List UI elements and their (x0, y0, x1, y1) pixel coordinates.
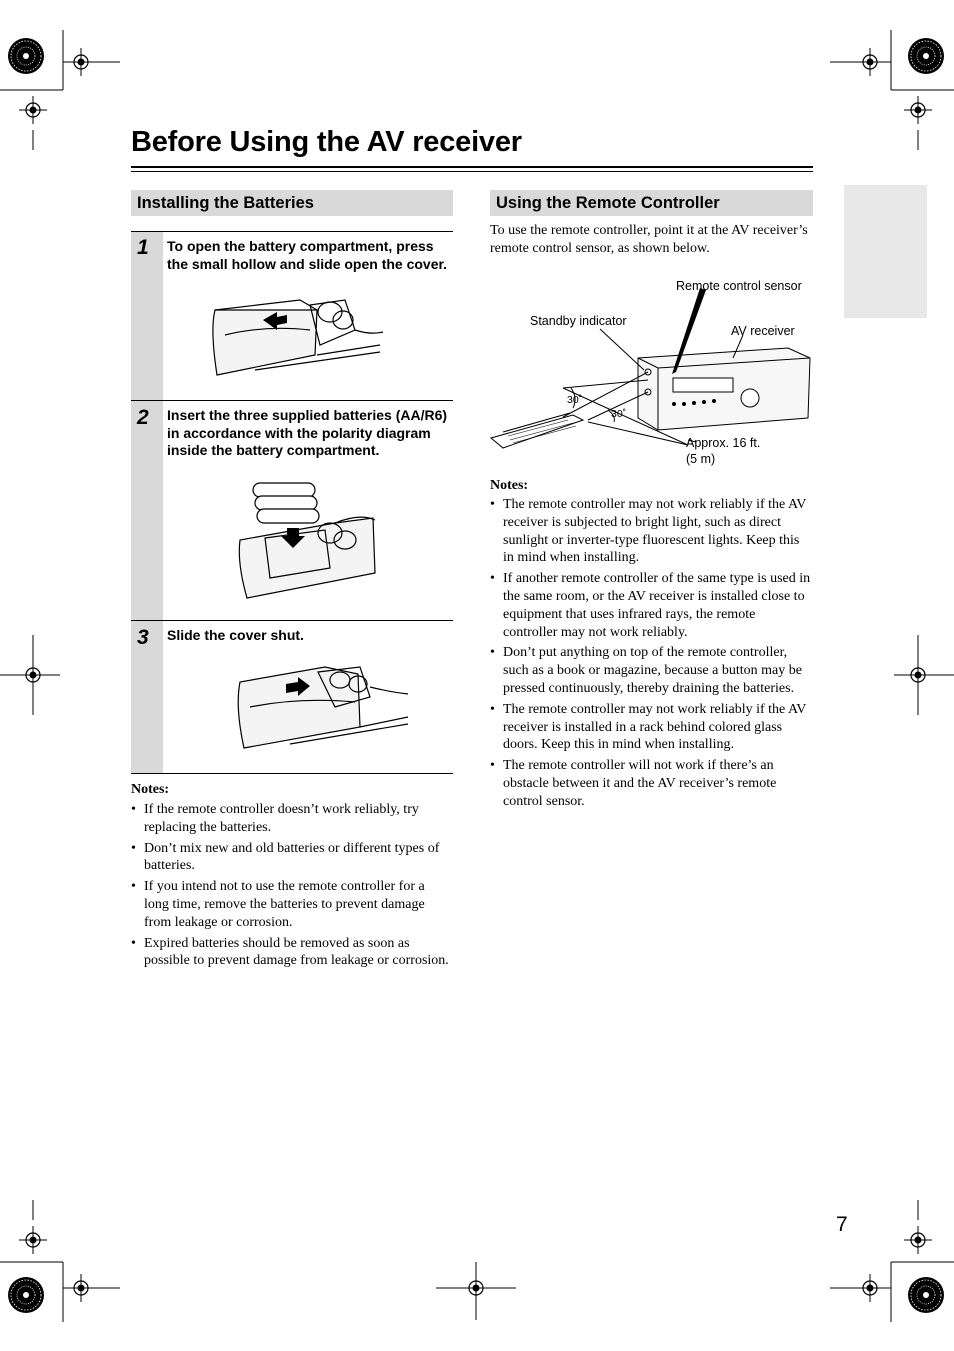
side-tab (844, 185, 927, 318)
step-divider (131, 400, 453, 401)
distance-label: Approx. 16 ft. (686, 436, 761, 450)
step-number: 2 (137, 406, 149, 429)
batteries-note: • If you intend not to use the remote controller for a long time, remove the batteries to prevent damage from leakage or corrosion. (131, 878, 453, 931)
insert-batteries-illustration (235, 478, 380, 603)
step-divider (131, 231, 453, 232)
page-number: 7 (836, 1213, 848, 1236)
step-text: Slide the cover shut. (167, 627, 304, 643)
open-battery-cover-illustration (205, 290, 385, 380)
step-number-column (131, 232, 163, 773)
remote-notes-heading: Notes: (490, 478, 529, 493)
title-rule-thin (131, 171, 813, 172)
distance-label-metric: (5 m) (686, 452, 716, 466)
remote-note: • The remote controller may not work reliably if the AV receiver is subjected to bright light, such as direct sunlight or inverter-type fluorescent lights. Keep this in mind when installing. (490, 496, 813, 567)
remote-sensor-label: Remote control sensor (676, 279, 802, 293)
batteries-note: • Don’t mix new and old batteries or different types of batteries. (131, 840, 453, 876)
step-text: Insert the three supplied batteries (AA/R6) in accordance with the polarity diagram inside the battery compartment. (167, 407, 448, 458)
angle-label: 30˚ (567, 394, 583, 406)
step-divider (131, 773, 453, 774)
remote-intro: To use the remote controller, point it at the AV receiver’s remote control sensor, as shown below. (490, 223, 808, 256)
batteries-heading: Installing the Batteries (131, 190, 453, 216)
batteries-note: • If the remote controller doesn’t work reliably, try replacing the batteries. (131, 801, 453, 837)
page-title: Before Using the AV receiver (131, 126, 522, 158)
av-receiver-label: AV receiver (731, 324, 795, 338)
remote-note: • Don’t put anything on top of the remote controller, such as a book or magazine, because a button may be pressed continuously, thereby draining the batteries. (490, 644, 813, 697)
close-battery-cover-illustration (230, 662, 410, 752)
remote-note: • If another remote controller of the same type is used in the same room, or the AV receiver is installed close to equipment that uses infrared rays, the remote controller may not work reliably. (490, 570, 813, 641)
batteries-note: • Expired batteries should be removed as soon as possible to prevent damage from leakage or corrosion. (131, 935, 453, 971)
batteries-notes-heading: Notes: (131, 782, 170, 797)
step-text: To open the battery compartment, press the small hollow and slide open the cover. (167, 238, 448, 272)
step-number: 1 (137, 236, 149, 259)
remote-heading: Using the Remote Controller (490, 190, 813, 216)
step-number: 3 (137, 626, 149, 649)
remote-usage-diagram (488, 280, 813, 465)
title-rule-thick (131, 166, 813, 168)
step-divider (131, 620, 453, 621)
standby-indicator-label: Standby indicator (530, 314, 627, 328)
angle-label: 30˚ (611, 408, 627, 420)
remote-note: • The remote controller will not work if there’s an obstacle between it and the AV receiver’s remote control sensor. (490, 757, 813, 810)
remote-note: • The remote controller may not work reliably if the AV receiver is installed in a rack behind colored glass doors. Keep this in mind when installing. (490, 701, 813, 754)
